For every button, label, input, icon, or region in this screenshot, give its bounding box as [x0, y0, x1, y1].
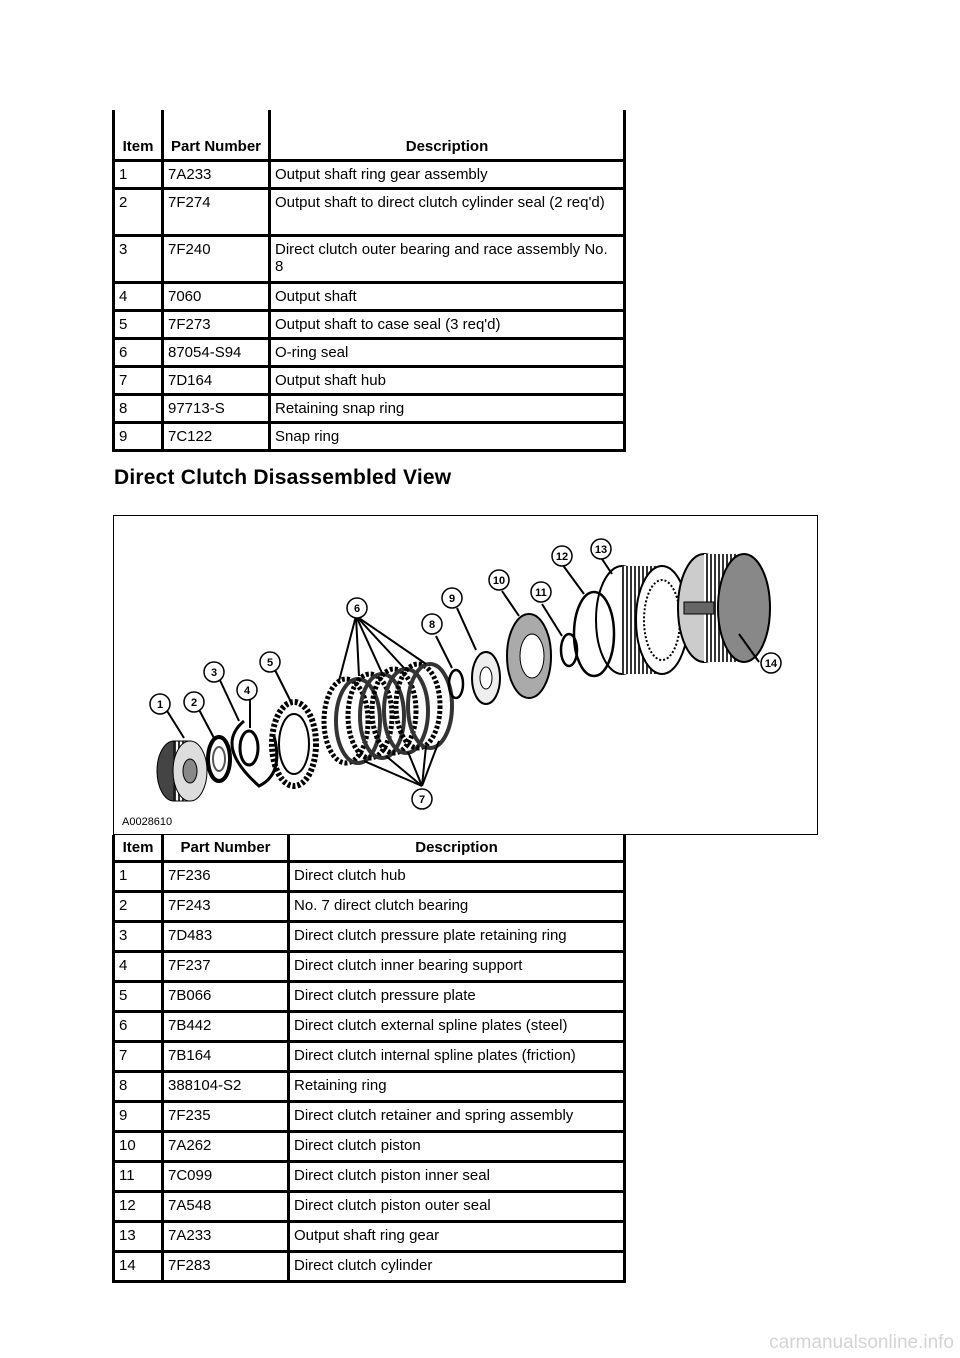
- cell-description: Direct clutch internal spline plates (friction): [289, 1042, 625, 1072]
- cell-description: Output shaft ring gear assembly: [270, 161, 625, 189]
- callout-5: [260, 652, 280, 672]
- part-spring-retainer: [472, 652, 500, 704]
- cell-description: Direct clutch piston: [289, 1132, 625, 1162]
- callout-label: 10: [492, 575, 506, 587]
- figure-code: A0028610: [122, 816, 173, 828]
- cell-item: 6: [114, 1012, 163, 1042]
- callout-1: [150, 694, 170, 714]
- callout-label: 1: [156, 699, 164, 711]
- callout-label: 2: [190, 697, 198, 709]
- watermark: carmanualsonline.info: [769, 1332, 954, 1353]
- cell-part-number: 87054-S94: [163, 339, 270, 367]
- cell-description: Output shaft to direct clutch cylinder seal (2 req'd): [270, 189, 625, 236]
- cell-description: Direct clutch outer bearing and race assembly No. 8: [270, 236, 625, 283]
- table-header-row: [114, 835, 625, 862]
- callout-label: 7: [418, 794, 426, 806]
- header-description: Description: [289, 835, 625, 862]
- callout-label: 5: [266, 657, 274, 669]
- callout-7: [412, 789, 432, 809]
- cell-item: 10: [114, 1132, 163, 1162]
- header-item: Item: [114, 110, 163, 161]
- cell-item: 6: [114, 339, 163, 367]
- cell-item: 1: [114, 862, 163, 892]
- part-direct-clutch-hub: [157, 741, 207, 801]
- table-row: [114, 892, 625, 922]
- part-piston: [507, 614, 551, 698]
- cell-description: Direct clutch piston inner seal: [289, 1162, 625, 1192]
- callout-label: 13: [594, 544, 608, 556]
- cell-item: 9: [114, 1102, 163, 1132]
- table-row: [114, 1042, 625, 1072]
- cell-item: 2: [114, 892, 163, 922]
- cell-description: Direct clutch hub: [289, 862, 625, 892]
- cell-item: 13: [114, 1222, 163, 1252]
- cell-item: 2: [114, 189, 163, 236]
- cell-part-number: 7D483: [163, 922, 289, 952]
- table-row: [114, 952, 625, 982]
- cell-item: 3: [114, 922, 163, 952]
- table-row: [114, 1012, 625, 1042]
- callout-label: 3: [210, 667, 218, 679]
- cell-item: 3: [114, 236, 163, 283]
- cell-item: 14: [114, 1252, 163, 1282]
- exploded-view-figure: [113, 515, 818, 835]
- part-pressure-plate: [272, 702, 316, 786]
- cell-part-number: 7C122: [163, 423, 270, 451]
- parts-table-2: [112, 835, 626, 1283]
- cell-item: 11: [114, 1162, 163, 1192]
- cell-part-number: 7A233: [163, 161, 270, 189]
- cell-part-number: 7B066: [163, 982, 289, 1012]
- cell-item: 8: [114, 395, 163, 423]
- cell-part-number: 7F283: [163, 1252, 289, 1282]
- part-clutch-plate-stack: [324, 664, 452, 763]
- cell-description: Output shaft: [270, 283, 625, 311]
- exploded-view-illustration: [114, 516, 817, 834]
- cell-part-number: 7D164: [163, 367, 270, 395]
- cell-part-number: 7F273: [163, 311, 270, 339]
- cell-part-number: 7C099: [163, 1162, 289, 1192]
- cell-item: 8: [114, 1072, 163, 1102]
- table-row: [114, 1252, 625, 1282]
- callout-14: [761, 653, 781, 673]
- cell-item: 12: [114, 1192, 163, 1222]
- table-row: [114, 1192, 625, 1222]
- part-small-retaining-ring: [449, 670, 463, 698]
- callout-13: [591, 539, 611, 559]
- cell-part-number: 7F274: [163, 189, 270, 236]
- table-row: [114, 1132, 625, 1162]
- cell-description: Output shaft ring gear: [289, 1222, 625, 1252]
- callout-12: [552, 546, 572, 566]
- cell-part-number: 7B164: [163, 1042, 289, 1072]
- cell-description: Snap ring: [270, 423, 625, 451]
- cell-description: Direct clutch pressure plate retaining ring: [289, 922, 625, 952]
- header-part-number: Part Number: [163, 110, 270, 161]
- part-outer-seal: [574, 592, 614, 676]
- callout-label: 12: [555, 551, 569, 563]
- table-row: [114, 236, 625, 283]
- cell-description: No. 7 direct clutch bearing: [289, 892, 625, 922]
- callout-3: [204, 662, 224, 682]
- table-row: [114, 339, 625, 367]
- cell-item: 5: [114, 982, 163, 1012]
- part-bearing-support: [240, 731, 258, 765]
- cell-item: 7: [114, 367, 163, 395]
- cell-part-number: 388104-S2: [163, 1072, 289, 1102]
- cell-part-number: 7B442: [163, 1012, 289, 1042]
- callout-label: 11: [535, 587, 547, 599]
- table-row: [114, 1162, 625, 1192]
- table-row: [114, 922, 625, 952]
- cell-description: Direct clutch pressure plate: [289, 982, 625, 1012]
- cell-part-number: 7F240: [163, 236, 270, 283]
- callout-4: [237, 680, 257, 700]
- callout-label: 6: [353, 603, 361, 615]
- header-description: Description: [270, 110, 625, 161]
- table-row: [114, 1222, 625, 1252]
- table-row: [114, 1072, 625, 1102]
- header-part-number: Part Number: [163, 835, 289, 862]
- callout-10: [489, 570, 509, 590]
- cell-description: Direct clutch cylinder: [289, 1252, 625, 1282]
- table-row: [114, 982, 625, 1012]
- part-clutch-cylinder: [678, 554, 770, 662]
- parts-table-1: [112, 110, 626, 452]
- table-row: [114, 862, 625, 892]
- table-row: [114, 161, 625, 189]
- table-row: [114, 1102, 625, 1132]
- callout-11: [531, 582, 551, 602]
- cell-description: O-ring seal: [270, 339, 625, 367]
- cell-part-number: 7F235: [163, 1102, 289, 1132]
- table-header-row: [114, 110, 625, 161]
- header-item: Item: [114, 835, 163, 862]
- cell-description: Retaining snap ring: [270, 395, 625, 423]
- cell-description: Direct clutch piston outer seal: [289, 1192, 625, 1222]
- section-title: Direct Clutch Disassembled View: [114, 466, 452, 489]
- callout-label: 14: [764, 658, 778, 670]
- cell-part-number: 7F243: [163, 892, 289, 922]
- cell-item: 5: [114, 311, 163, 339]
- cell-part-number: 7A262: [163, 1132, 289, 1162]
- callout-2: [184, 692, 204, 712]
- callout-6: [347, 598, 367, 618]
- cell-part-number: 7A548: [163, 1192, 289, 1222]
- parts-table-2-body: [114, 862, 625, 1282]
- callout-8: [422, 614, 442, 634]
- callout-9: [442, 588, 462, 608]
- cell-item: 4: [114, 952, 163, 982]
- cell-item: 7: [114, 1042, 163, 1072]
- table-row: [114, 189, 625, 236]
- cell-item: 4: [114, 283, 163, 311]
- callout-label: 4: [243, 685, 251, 697]
- part-bearing: [208, 737, 230, 781]
- cell-description: Direct clutch external spline plates (steel): [289, 1012, 625, 1042]
- table-row: [114, 395, 625, 423]
- table-row: [114, 423, 625, 451]
- cell-item: 1: [114, 161, 163, 189]
- cell-part-number: 7F236: [163, 862, 289, 892]
- table-row: [114, 311, 625, 339]
- cell-description: Output shaft to case seal (3 req'd): [270, 311, 625, 339]
- cell-description: Retaining ring: [289, 1072, 625, 1102]
- cell-part-number: 7060: [163, 283, 270, 311]
- callout-label: 8: [428, 619, 436, 631]
- cell-part-number: 7A233: [163, 1222, 289, 1252]
- parts-table-1-body: [114, 161, 625, 451]
- cell-description: Direct clutch retainer and spring assembly: [289, 1102, 625, 1132]
- table-row: [114, 283, 625, 311]
- cell-item: 9: [114, 423, 163, 451]
- callout-label: 9: [448, 593, 456, 605]
- cell-part-number: 97713-S: [163, 395, 270, 423]
- cell-description: Output shaft hub: [270, 367, 625, 395]
- cell-description: Direct clutch inner bearing support: [289, 952, 625, 982]
- cell-part-number: 7F237: [163, 952, 289, 982]
- table-row: [114, 367, 625, 395]
